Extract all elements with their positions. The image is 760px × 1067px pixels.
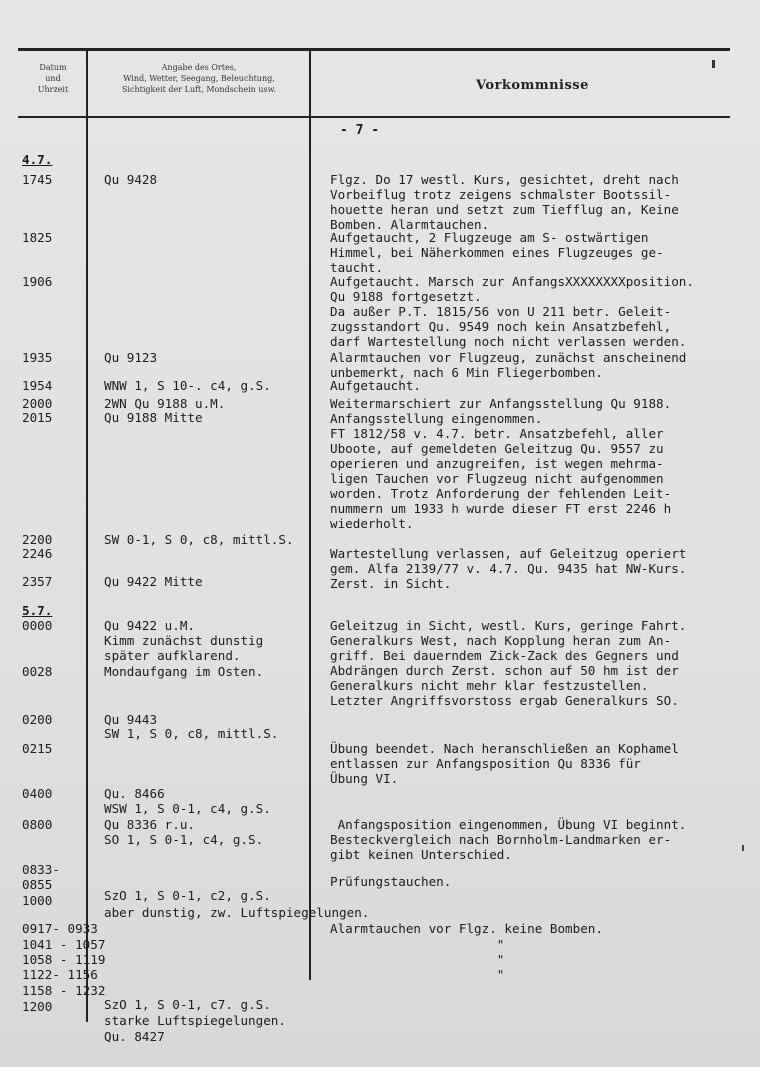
location-entry: SzO 1, S 0-1, c2, g.S. <box>104 888 271 903</box>
event-line: entlassen zur Anfangsposition Qu 8336 für <box>330 756 641 771</box>
event-line: wiederholt. <box>330 516 414 531</box>
event-entry <box>330 952 760 967</box>
time-entry: 2357 <box>22 574 53 589</box>
event-entry <box>330 230 760 275</box>
time-entry: 0800 <box>22 817 53 832</box>
header-location-line: Wind, Wetter, Seegang, Beleuchtung, <box>123 74 275 83</box>
column-divider-1 <box>86 50 88 1022</box>
location-entry: Qu. 8427 <box>104 1029 165 1044</box>
event-line: " <box>330 937 505 952</box>
time-entry: 2200 <box>22 532 53 547</box>
event-line: Zerst. in Sicht. <box>330 576 452 591</box>
event-line: worden. Trotz Anforderung der fehlenden Leit- <box>330 486 672 501</box>
header-location-line: Sichtigkeit der Luft, Mondschein usw. <box>121 85 277 94</box>
event-line: Abdrängen durch Zerst. schon auf 50 hm ist der <box>330 663 679 678</box>
location-entry: WNW 1, S 10-. c4, g.S. <box>104 378 271 393</box>
event-line: griff. Bei dauerndem Zick-Zack des Gegners und <box>330 648 679 663</box>
header-date-line: und <box>45 74 61 83</box>
header-location-column <box>90 62 308 95</box>
event-line: operieren und anzugreifen, ist wegen mehrma- <box>330 456 664 471</box>
time-entry: 1122- 1156 <box>22 967 98 982</box>
date-entry: 5.7. <box>22 603 53 618</box>
time-entry: 1058 - 1119 <box>22 952 106 967</box>
time-entry: 0400 <box>22 786 53 801</box>
event-entry <box>330 350 760 380</box>
event-entry <box>330 967 760 982</box>
ink-mark <box>712 60 715 68</box>
time-entry: 1158 - 1232 <box>22 983 106 998</box>
event-entry <box>330 921 760 936</box>
location-entry: Kimm zunächst dunstig <box>104 633 264 648</box>
event-line: taucht. <box>330 260 384 275</box>
time-entry: 0215 <box>22 741 53 756</box>
location-entry: Mondaufgang im Osten. <box>104 664 264 679</box>
event-entry <box>330 817 760 862</box>
event-line: Letzter Angriffsvorstoss ergab Generalkurs SO. <box>330 693 679 708</box>
time-entry: 2246 <box>22 546 53 561</box>
event-entry <box>330 874 760 889</box>
event-line: Anfangsstellung eingenommen. <box>330 411 543 426</box>
event-line: Flgz. Do 17 westl. Kurs, gesichtet, dreht nach <box>330 172 679 187</box>
event-line: Alarmtauchen vor Flgz. keine Bomben. <box>330 921 603 936</box>
event-entry <box>330 937 760 952</box>
location-entry: SW 1, S 0, c8, mittl.S. <box>104 726 279 741</box>
location-entry: Qu 9428 <box>104 172 158 187</box>
location-entry: Qu 9443 <box>104 712 158 727</box>
event-line: Geleitzug in Sicht, westl. Kurs, geringe Fahrt. <box>330 618 687 633</box>
event-line: Da außer P.T. 1815/56 von U 211 betr. Geleit- <box>330 304 672 319</box>
location-entry: Qu 9188 Mitte <box>104 410 203 425</box>
location-entry: Qu 9422 Mitte <box>104 574 203 589</box>
event-line: nummern um 1933 h wurde dieser FT erst 2246 h <box>330 501 672 516</box>
location-entry: 2WN Qu 9188 u.M. <box>104 396 226 411</box>
header-events-column: Vorkommnisse <box>476 78 589 93</box>
event-line: Alarmtauchen vor Flugzeug, zunächst anscheinend <box>330 350 687 365</box>
header-bottom-rule <box>18 116 730 118</box>
time-entry: 0000 <box>22 618 53 633</box>
header-location-line: Angabe des Ortes, <box>161 63 237 72</box>
event-line: gibt keinen Unterschied. <box>330 847 512 862</box>
time-entry: 1954 <box>22 378 53 393</box>
event-line: Weitermarschiert zur Anfangsstellung Qu 9188. <box>330 396 672 411</box>
event-entry <box>330 172 760 232</box>
page-number: - 7 - <box>340 123 380 138</box>
top-rule <box>18 48 730 51</box>
event-line: Aufgetaucht. Marsch zur AnfangsXXXXXXXXposition. <box>330 274 694 289</box>
event-line: " <box>330 967 505 982</box>
event-entry <box>330 396 760 426</box>
location-entry: SW 0-1, S 0, c8, mittl.S. <box>104 532 294 547</box>
time-entry: 1000 <box>22 893 53 908</box>
ink-mark <box>742 845 744 851</box>
location-entry: SzO 1, S 0-1, c7. g.S. <box>104 997 271 1012</box>
location-entry: Qu 9422 u.M. <box>104 618 195 633</box>
event-line: Uboote, auf gemeldeten Geleitzug Qu. 9557 zu <box>330 441 664 456</box>
time-entry: 0833- <box>22 862 60 877</box>
event-line: Prüfungstauchen. <box>330 874 452 889</box>
event-line: Bomben. Alarmtauchen. <box>330 217 490 232</box>
time-entry: 1825 <box>22 230 53 245</box>
header-date-column <box>22 62 84 95</box>
event-line: gem. Alfa 2139/77 v. 4.7. Qu. 9435 hat NW-Kurs. <box>330 561 687 576</box>
event-line: ligen Tauchen vor Flugzeug nicht aufgenommen <box>330 471 664 486</box>
location-entry: Qu. 8466 <box>104 786 165 801</box>
event-line: Vorbeiflug trotz zeigens schmalster Bootssil- <box>330 187 672 202</box>
time-entry: 0855 <box>22 877 53 892</box>
event-line: Generalkurs nicht mehr klar festzustellen. <box>330 678 649 693</box>
time-entry: 2015 <box>22 410 53 425</box>
event-line: unbemerkt, nach 6 Min Fliegerbomben. <box>330 365 603 380</box>
location-entry: aber dunstig, zw. Luftspiegelungen. <box>104 905 370 920</box>
location-entry: Qu 8336 r.u. <box>104 817 195 832</box>
time-entry: 1935 <box>22 350 53 365</box>
event-line: Wartestellung verlassen, auf Geleitzug operiert <box>330 546 687 561</box>
event-line: Übung VI. <box>330 771 399 786</box>
date-entry: 4.7. <box>22 152 53 167</box>
event-entry <box>330 546 760 591</box>
event-line: darf Wartestellung noch nicht verlassen werden. <box>330 334 687 349</box>
event-line: Himmel, bei Näherkommen eines Flugzeuges ge- <box>330 245 664 260</box>
time-entry: 1745 <box>22 172 53 187</box>
time-entry: 0200 <box>22 712 53 727</box>
column-divider-2 <box>309 50 311 980</box>
event-line: " <box>330 952 505 967</box>
event-line: houette heran und setzt zum Tiefflug an, Keine <box>330 202 679 217</box>
event-line: FT 1812/58 v. 4.7. betr. Ansatzbefehl, aller <box>330 426 664 441</box>
event-line: Übung beendet. Nach heranschließen an Kophamel <box>330 741 679 756</box>
event-entry <box>330 378 760 393</box>
header-date-line: Datum <box>39 63 67 72</box>
location-entry: später aufklarend. <box>104 648 241 663</box>
time-entry: 1200 <box>22 999 53 1014</box>
event-line: Anfangsposition eingenommen, Übung VI beginnt. <box>330 817 687 832</box>
time-entry: 2000 <box>22 396 53 411</box>
time-entry: 1906 <box>22 274 53 289</box>
event-line: Aufgetaucht. <box>330 378 421 393</box>
event-entry <box>330 274 760 349</box>
event-line: Aufgetaucht, 2 Flugzeuge am S- ostwärtigen <box>330 230 649 245</box>
location-entry: Qu 9123 <box>104 350 158 365</box>
time-entry: 0917- 0933 <box>22 921 98 936</box>
event-entry <box>330 618 760 708</box>
time-entry: 0028 <box>22 664 53 679</box>
event-line: Generalkurs West, nach Kopplung heran zum An- <box>330 633 672 648</box>
header-date-line: Uhrzeit <box>37 85 69 94</box>
event-line: Qu 9188 fortgesetzt. <box>330 289 482 304</box>
event-entry <box>330 741 760 786</box>
location-entry: SO 1, S 0-1, c4, g.S. <box>104 832 264 847</box>
event-line: zugsstandort Qu. 9549 noch kein Ansatzbefehl, <box>330 319 672 334</box>
event-line: Besteckvergleich nach Bornholm-Landmarken er- <box>330 832 672 847</box>
location-entry: WSW 1, S 0-1, c4, g.S. <box>104 801 271 816</box>
event-entry <box>330 426 760 531</box>
time-entry: 1041 - 1057 <box>22 937 106 952</box>
location-entry: starke Luftspiegelungen. <box>104 1013 286 1028</box>
